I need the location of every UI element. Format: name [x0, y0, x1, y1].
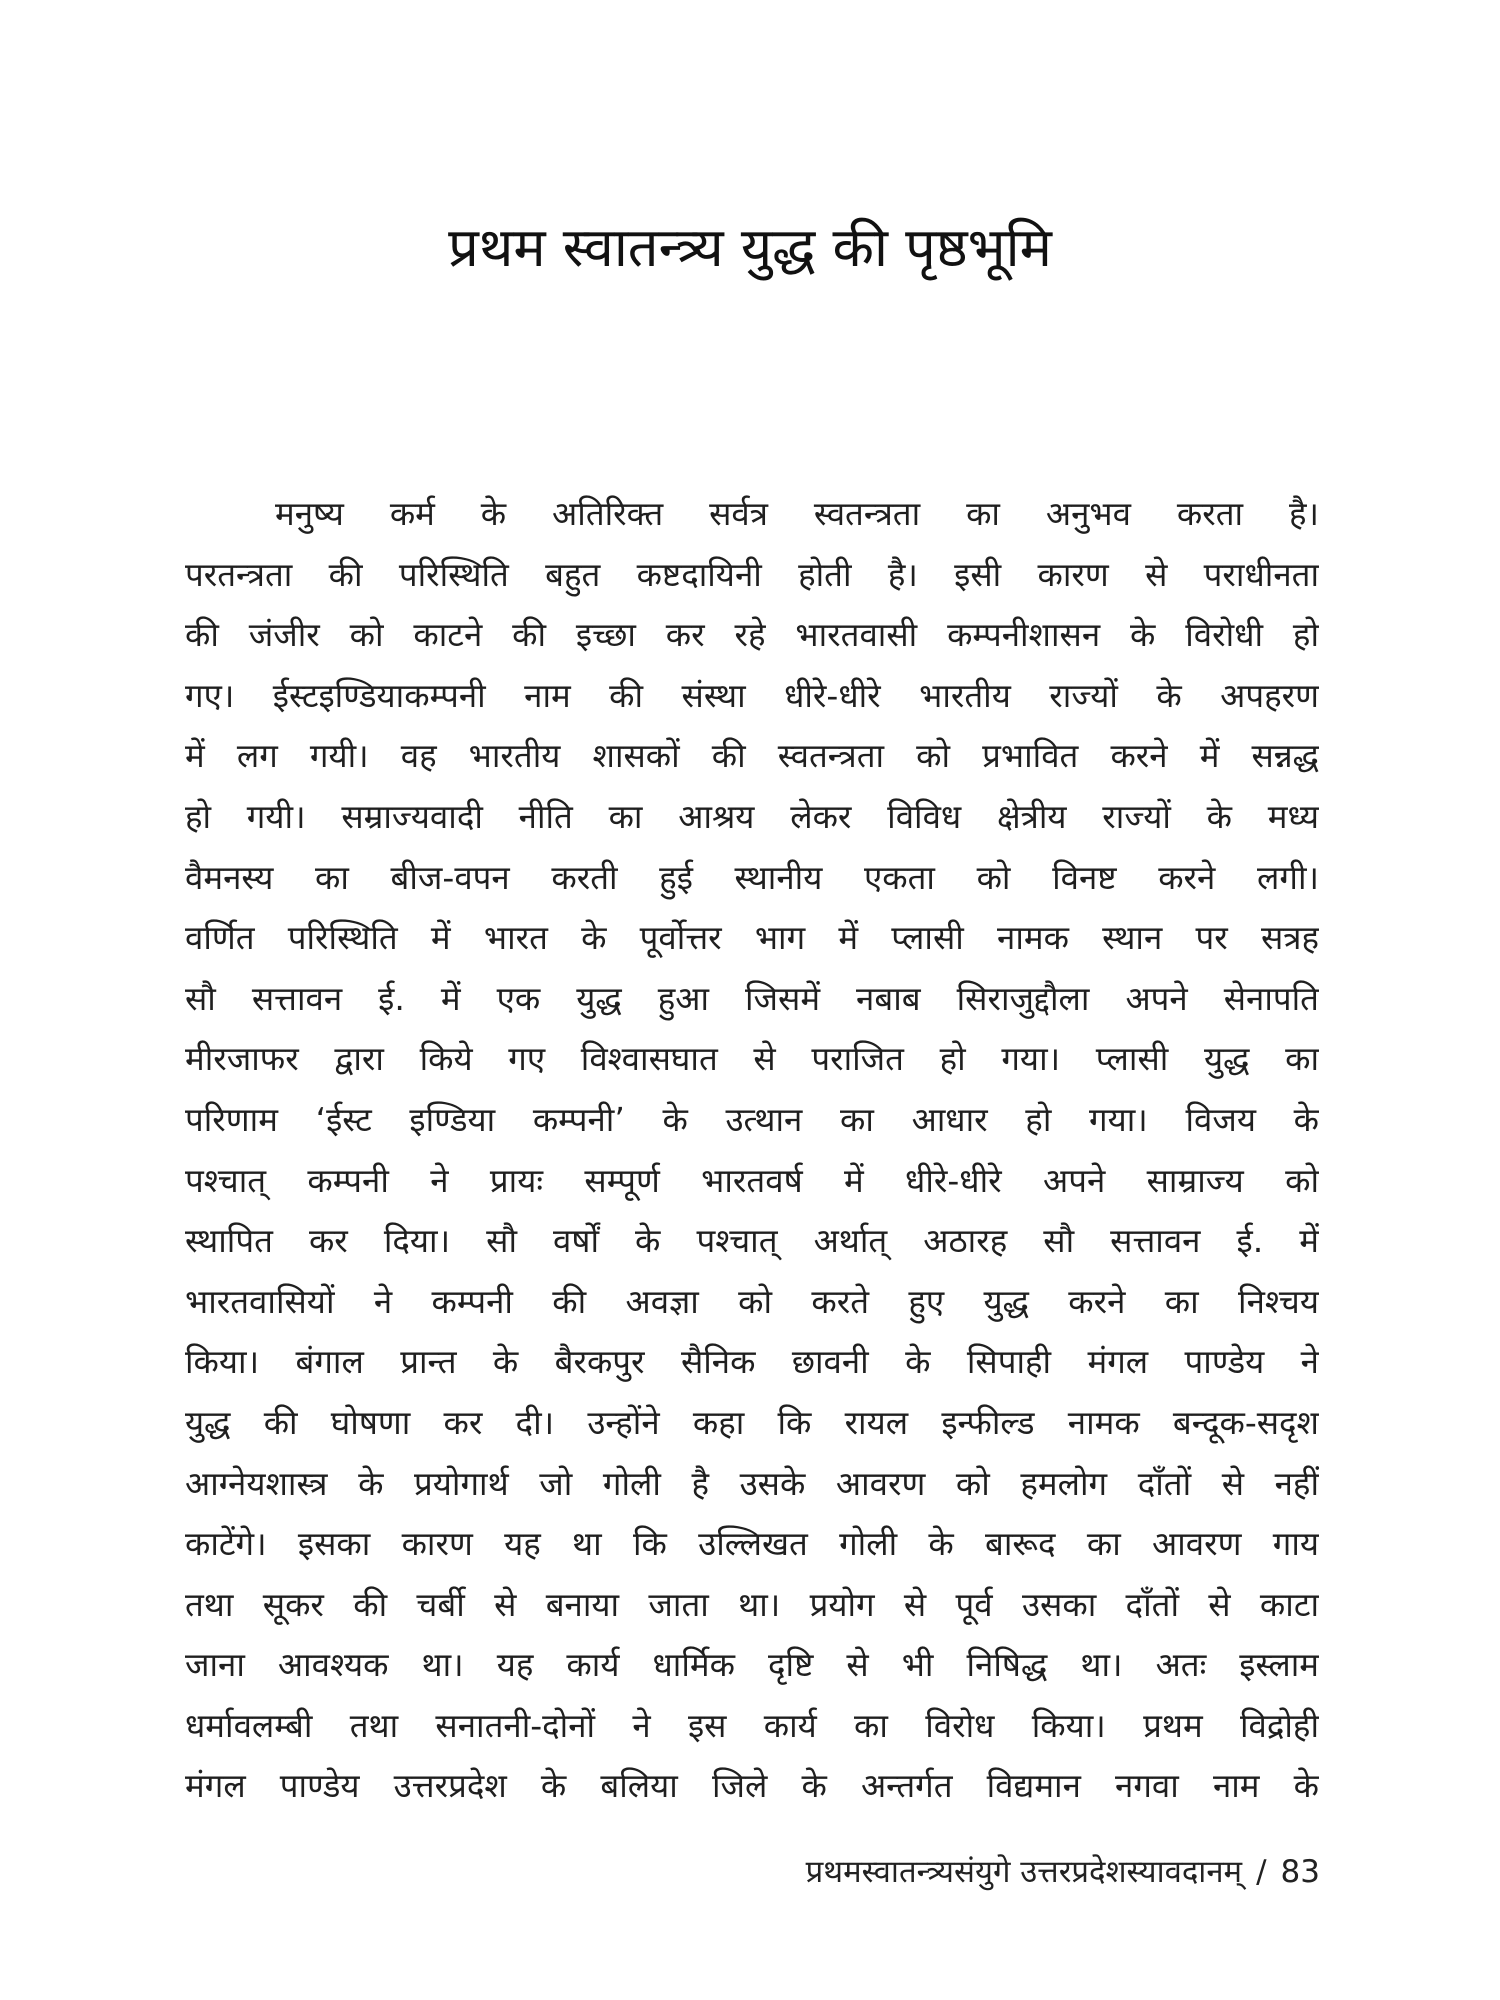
text-line-18: काटेंगे। इसका कारण यह था कि उल्लिखत गोली के बारूद का आवरण गाय — [185, 1524, 1319, 1564]
page-number: 83 — [1280, 1854, 1320, 1890]
text-line-15: किया। बंगाल प्रान्त के बैरकपुर सैनिक छावनी के सिपाही मंगल पाण्डेय ने — [185, 1342, 1319, 1382]
text-line-17: आग्नेयशास्त्र के प्रयोगार्थ जो गोली है उसके आवरण को हमलोग दाँतों से नहीं — [185, 1463, 1319, 1503]
text-line-12: पश्चात् कम्पनी ने प्रायः सम्पूर्ण भारतवर्ष में धीरे-धीरे अपने साम्राज्य को — [185, 1160, 1319, 1200]
text-line-13: स्थापित कर दिया। सौ वर्षों के पश्चात् अर्थात् अठारह सौ सत्तावन ई. में — [185, 1221, 1319, 1261]
text-line-6: हो गयी। सम्राज्यवादी नीति का आश्रय लेकर विविध क्षेत्रीय राज्यों के मध्य — [185, 796, 1319, 836]
text-line-11: परिणाम ‘ईस्ट इण्डिया कम्पनी’ के उत्थान का आधार हो गया। विजय के — [185, 1099, 1319, 1139]
text-line-10: मीरजाफर द्वारा किये गए विश्वासघात से पराजित हो गया। प्लासी युद्ध का — [185, 1039, 1319, 1079]
text-line-8: वर्णित परिस्थिति में भारत के पूर्वोत्तर भाग में प्लासी नामक स्थान पर सत्रह — [185, 918, 1319, 958]
text-line-21: धर्मावलम्बी तथा सनातनी-दोनों ने इस कार्य का विरोध किया। प्रथम विद्रोही — [185, 1705, 1319, 1745]
text-line-1: मनुष्य कर्म के अतिरिक्त सर्वत्र स्वतन्त्रता का अनुभव करता है। — [275, 494, 1319, 533]
text-line-16: युद्ध की घोषणा कर दी। उन्होंने कहा कि रायल इन्फील्ड नामक बन्दूक-सदृश — [185, 1402, 1319, 1442]
text-line-7: वैमनस्य का बीज-वपन करती हुई स्थानीय एकता को विनष्ट करने लगी। — [185, 857, 1319, 897]
text-line-2: परतन्त्रता की परिस्थिति बहुत कष्टदायिनी होती है। इसी कारण से पराधीनता — [185, 554, 1319, 594]
text-line-20: जाना आवश्यक था। यह कार्य धार्मिक दृष्टि से भी निषिद्ध था। अतः इस्लाम — [185, 1645, 1319, 1685]
body-paragraph — [185, 484, 1319, 1817]
page-footer — [806, 1850, 1320, 1894]
text-line-19: तथा सूकर की चर्बी से बनाया जाता था। प्रयोग से पूर्व उसका दाँतों से काटा — [185, 1584, 1319, 1624]
running-title: प्रथमस्वातन्त्र्यसंयुगे उत्तरप्रदेशस्यावदानम् — [805, 1854, 1243, 1890]
text-line-4: गए। ईस्टइण्डियाकम्पनी नाम की संस्था धीरे-धीरे भारतीय राज्यों के अपहरण — [185, 675, 1319, 715]
text-line-9: सौ सत्तावन ई. में एक युद्ध हुआ जिसमें नबाब सिराजुद्दौला अपने सेनापति — [185, 978, 1319, 1018]
text-line-3: की जंजीर को काटने की इच्छा कर रहे भारतवासी कम्पनीशासन के विरोधी हो — [185, 615, 1319, 655]
page-title: प्रथम स्वातन्त्र्य युद्ध की पृष्ठभूमि — [448, 216, 1052, 279]
text-line-14: भारतवासियों ने कम्पनी की अवज्ञा को करते हुए युद्ध करने का निश्चय — [185, 1281, 1319, 1321]
text-line-22: मंगल पाण्डेय उत्तरप्रदेश के बलिया जिले के अन्तर्गत विद्यमान नगवा नाम के — [185, 1766, 1319, 1806]
text-line-5: में लग गयी। वह भारतीय शासकों की स्वतन्त्रता को प्रभावित करने में सन्नद्ध — [185, 736, 1319, 776]
footer-separator: / — [1256, 1854, 1267, 1890]
